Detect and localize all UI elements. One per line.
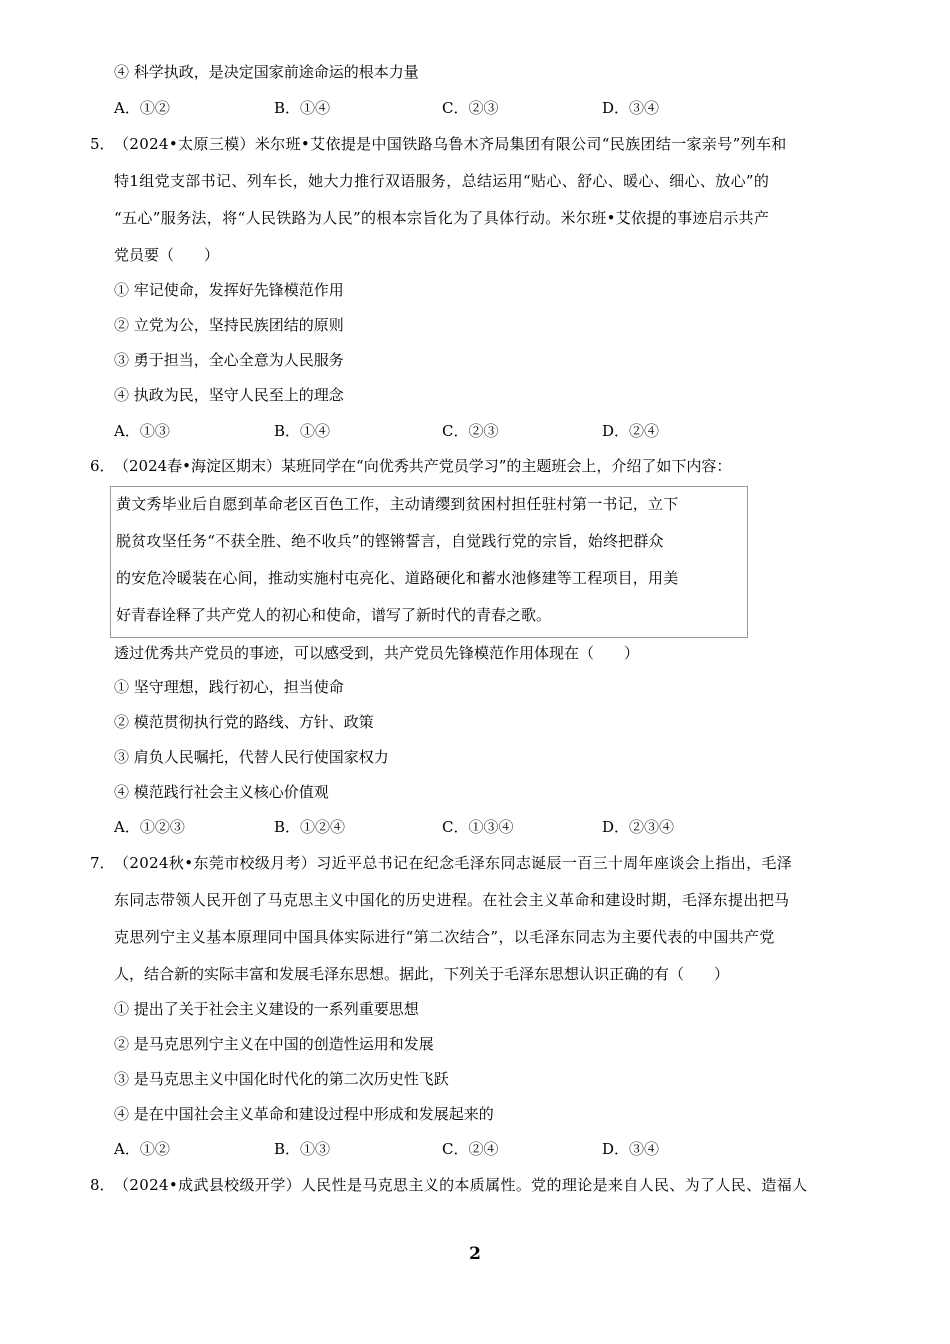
q6-option-c: C．①③④: [442, 818, 514, 836]
q6-item-2: ② 模范贯彻执行党的路线、方针、政策: [114, 713, 374, 731]
q7-stem-line-1: （2024秋•东莞市校级月考）习近平总书记在纪念毛泽东同志诞辰一百三十周年座谈会上指出，毛泽: [114, 854, 793, 872]
q6-option-a: A．①②③: [114, 818, 185, 836]
q7-item-4: ④ 是在中国社会主义革命和建设过程中形成和发展起来的: [114, 1105, 494, 1123]
q5-option-a: A．①③: [114, 422, 170, 440]
q6-material-line-1: 黄文秀毕业后自愿到革命老区百色工作，主动请缨到贫困村担任驻村第一书记，立下: [116, 495, 679, 513]
q6-question: 透过优秀共产党员的事迹，可以感受到，共产党员先锋模范作用体现在（ ）: [114, 644, 640, 662]
page-number: 2: [469, 1244, 481, 1264]
q6-material-line-4: 好青春诠释了共产党人的初心和使命，谱写了新时代的青春之歌。: [116, 606, 552, 624]
q6-item-3: ③ 肩负人民嘱托，代替人民行使国家权力: [114, 748, 389, 766]
q7-item-1: ① 提出了关于社会主义建设的一系列重要思想: [114, 1000, 419, 1018]
q8-number: 8．: [90, 1176, 115, 1194]
q6-item-1: ① 坚守理想，践行初心，担当使命: [114, 678, 344, 696]
q5-item-2: ② 立党为公，坚持民族团结的原则: [114, 316, 344, 334]
q6-material-line-3: 的安危冷暖装在心间，推动实施村屯亮化、道路硬化和蓄水池修建等工程项目，用美: [116, 569, 679, 587]
q7-item-3: ③ 是马克思主义中国化时代化的第二次历史性飞跃: [114, 1070, 449, 1088]
q5-stem-line-3: “五心”服务法，将“人民铁路为人民”的根本宗旨化为了具体行动。米尔班•艾依提的事迹启示共产: [114, 209, 770, 227]
q5-item-3: ③ 勇于担当，全心全意为人民服务: [114, 351, 344, 369]
q4-option-d: D．③④: [602, 99, 660, 117]
q4-option-c: C．②③: [442, 99, 499, 117]
q5-item-1: ① 牢记使命，发挥好先锋模范作用: [114, 281, 344, 299]
q7-option-c: C．②④: [442, 1140, 499, 1158]
q7-option-a: A．①②: [114, 1140, 170, 1158]
q7-item-2: ② 是马克思列宁主义在中国的创造性运用和发展: [114, 1035, 434, 1053]
q7-number: 7．: [90, 854, 115, 872]
q6-option-d: D．②③④: [602, 818, 675, 836]
q5-number: 5．: [90, 135, 115, 153]
q4-option-b: B．①④: [274, 99, 331, 117]
q7-stem-line-2: 东同志带领人民开创了马克思主义中国化的历史进程。在社会主义革命和建设时期，毛泽东提出把马: [114, 891, 790, 909]
q7-option-d: D．③④: [602, 1140, 660, 1158]
q7-option-b: B．①③: [274, 1140, 331, 1158]
q5-item-4: ④ 执政为民，坚守人民至上的理念: [114, 386, 344, 404]
q6-stem: （2024春•海淀区期末）某班同学在“向优秀共产党员学习”的主题班会上，介绍了如下内容：: [114, 457, 732, 475]
q7-stem-line-3: 克思列宁主义基本原理同中国具体实际进行“第二次结合”，以毛泽东同志为主要代表的中国共产党: [114, 928, 775, 946]
q4-item-4: ④ 科学执政，是决定国家前途命运的根本力量: [114, 63, 419, 81]
q8-stem-line-1: （2024•成武县校级开学）人民性是马克思主义的本质属性。党的理论是来自人民、为了人民、造福人: [114, 1176, 808, 1194]
q5-stem-line-4: 党员要（ ）: [114, 246, 220, 264]
q5-option-b: B．①④: [274, 422, 331, 440]
q6-item-4: ④ 模范践行社会主义核心价值观: [114, 783, 329, 801]
q5-stem-line-2: 特1组党支部书记、列车长，她大力推行双语服务，总结运用“贴心、舒心、暖心、细心、放心”的: [114, 172, 770, 190]
q4-option-a: A．①②: [114, 99, 170, 117]
q5-stem-line-1: （2024•太原三模）米尔班•艾依提是中国铁路乌鲁木齐局集团有限公司“民族团结一家亲号”列车和: [114, 135, 787, 153]
q6-material-line-2: 脱贫攻坚任务“不获全胜、绝不收兵”的铿锵誓言，自觉践行党的宗旨，始终把群众: [116, 532, 664, 550]
q7-stem-line-4: 人，结合新的实际丰富和发展毛泽东思想。据此，下列关于毛泽东思想认识正确的有（ ）: [114, 965, 730, 983]
q6-number: 6．: [90, 457, 115, 475]
q5-option-d: D．②④: [602, 422, 660, 440]
q5-option-c: C．②③: [442, 422, 499, 440]
q6-option-b: B．①②④: [274, 818, 346, 836]
